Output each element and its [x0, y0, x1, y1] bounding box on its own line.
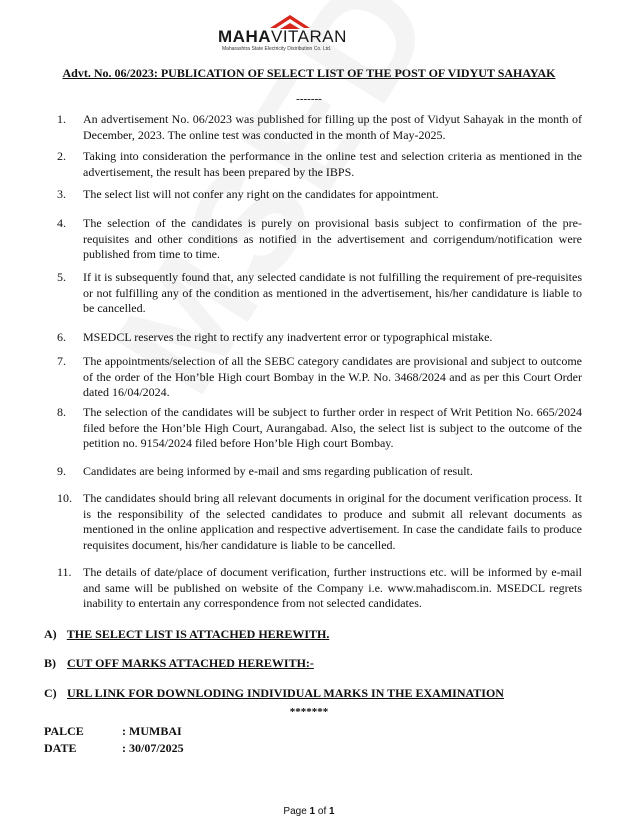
logo-text-regular: VITARAN — [271, 27, 347, 46]
logo-subtitle: Maharashtra State Electricity Distribution Co. Ltd. — [222, 46, 332, 52]
item-text: The candidates should bring all relevant documents in original for the document verification process. It is the responsibility of the selected candidates to produce and submit all relevant documents as mentioned in the online application and respective advertisement. In case the candidate fails to produce requisites document, his/her candidature is liable to be cancelled. — [83, 491, 582, 552]
of-word: of — [317, 806, 327, 817]
list-item-11 — [57, 565, 582, 612]
item-text: MSEDCL reserves the right to rectify any inadvertent error or typographical mistake. — [83, 330, 493, 344]
item-text: The appointments/selection of all the SEBC category candidates are provisional and subject to outcome of the order of the Hon’ble High court Bombay in the W.P. No. 3468/2024 and as per this Court Order dated 16/04/2024. — [83, 354, 582, 399]
date-row — [44, 741, 184, 756]
item-number: 3. — [57, 187, 66, 201]
item-number: 1. — [57, 112, 66, 126]
item-text: Candidates are being informed by e-mail and sms regarding publication of result. — [83, 464, 473, 478]
item-text: Taking into consideration the performance in the online test and selection criteria as mentioned in the advertisement, the result has been prepared by the IBPS. — [83, 149, 582, 179]
list-item-7 — [57, 354, 582, 401]
logo-text-bold: MAHA — [218, 27, 271, 46]
section-heading: CUT OFF MARKS ATTACHED HEREWITH:- — [67, 656, 314, 670]
place-row — [44, 724, 182, 739]
title-separator: ------- — [296, 93, 322, 105]
item-number: 8. — [57, 405, 66, 419]
document-title: Advt. No. 06/2023: PUBLICATION OF SELECT LIST OF THE POST OF VIDYUT SAHAYAK — [62, 66, 556, 80]
section-label: B) — [44, 656, 56, 670]
item-number: 2. — [57, 149, 66, 163]
section-label: A) — [44, 627, 57, 641]
item-number: 5. — [57, 270, 66, 284]
list-item-2 — [57, 149, 582, 180]
logo-wordmark — [218, 28, 347, 45]
date-value: : 30/07/2025 — [122, 741, 184, 755]
list-item-9 — [57, 464, 582, 480]
item-text: The details of date/place of document verification, further instructions etc. will be informed by e-mail and same will be published on website of the Company i.e. www.mahadiscom.in. MSEDCL regrets inability to entertain any correspondence from not selected candidates. — [83, 565, 582, 610]
list-item-1 — [57, 112, 582, 143]
item-number: 11. — [57, 565, 72, 579]
section-heading: URL LINK FOR DOWNLODING INDIVIDUAL MARKS IN THE EXAMINATION — [67, 686, 504, 700]
item-text: The select list will not confer any right on the candidates for appointment. — [83, 187, 439, 201]
item-number: 4. — [57, 216, 66, 230]
section-b — [44, 656, 314, 671]
page-total: 1 — [329, 806, 335, 817]
item-text: An advertisement No. 06/2023 was published for filling up the post of Vidyut Sahayak in the month of December, 2023. The online test was conducted in the month of May-2025. — [83, 112, 582, 142]
item-text: The selection of the candidates is purely on provisional basis subject to confirmation of the pre-requisites and other conditions as notified in the advertisement and corrigendum/notification were published from time to time. — [83, 216, 582, 261]
list-item-10 — [57, 491, 582, 553]
date-label: DATE — [44, 741, 77, 755]
section-heading: THE SELECT LIST IS ATTACHED HEREWITH. — [66, 627, 330, 641]
section-label: C) — [44, 686, 57, 700]
page-footer — [0, 806, 618, 817]
list-item-5 — [57, 270, 582, 317]
section-c — [44, 686, 504, 701]
item-text: If it is subsequently found that, any selected candidate is not fulfilling the requirement of pre-requisites or not fulfilling any of the condition as mentioned in the advertisement, his/her candidature is liable to be cancelled. — [83, 270, 582, 315]
place-label: PALCE — [44, 724, 84, 738]
item-number: 10. — [57, 491, 72, 505]
list-item-4 — [57, 216, 582, 263]
list-item-6 — [57, 330, 582, 346]
list-item-3 — [57, 187, 582, 203]
mahavitaran-logo — [216, 12, 386, 52]
page-word: Page — [283, 806, 307, 817]
section-a — [44, 627, 329, 642]
item-number: 7. — [57, 354, 66, 368]
page-number: 1 — [309, 806, 316, 817]
item-text: The selection of the candidates will be subject to further order in respect of Writ Petition No. 665/2024 filed before the Hon’ble High Court, Aurangabad. Also, the select list is subject to the outcome of the petition no. 9154/2024 filed before Hon’ble High court Bombay. — [83, 405, 582, 450]
list-item-8 — [57, 405, 582, 452]
item-number: 9. — [57, 464, 66, 478]
item-number: 6. — [57, 330, 66, 344]
place-value: : MUMBAI — [122, 724, 182, 738]
stars-separator: ******* — [289, 706, 329, 718]
